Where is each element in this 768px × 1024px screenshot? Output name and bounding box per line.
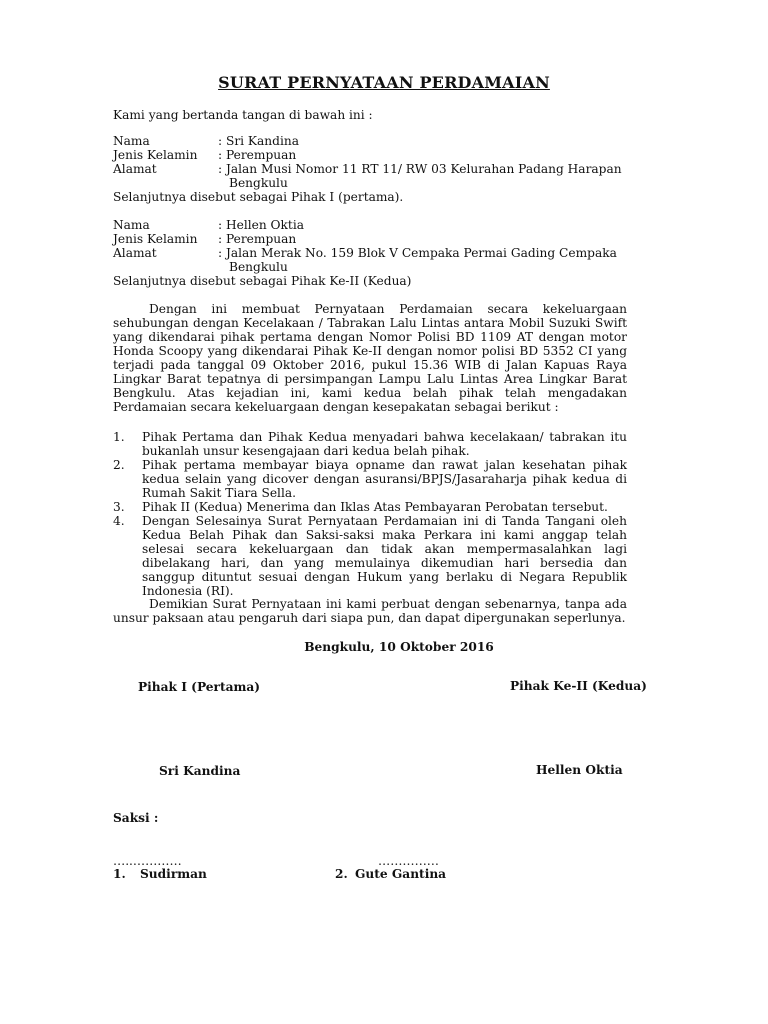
field-label: Nama (113, 134, 150, 148)
signatory-2-name: Hellen Oktia (536, 763, 623, 777)
list-text: Pihak II (Kedua) Menerima dan Iklas Atas Pembayaran Perobatan tersebut. (142, 500, 608, 514)
witness-2-number: 2. (335, 867, 348, 881)
list-number: 4. (113, 514, 125, 528)
field-label: Nama (113, 218, 150, 232)
witness-1-name: Sudirman (140, 867, 207, 881)
witness-label: Saksi : (113, 811, 159, 825)
field-value: : Sri Kandina (218, 134, 299, 148)
field-label: Jenis Kelamin (113, 148, 198, 162)
field-value: : Jalan Merak No. 159 Blok V Cempaka Permai Gading Cempaka (218, 246, 617, 260)
body-paragraph: Dengan ini membuat Pernyataan Perdamaian secara kekeluargaan sehubungan dengan Kecelakaan / Tabrakan Lalu Lintas antara Mobil Suzuki Swift yang dikendarai pihak pertama dengan Nomor Polisi BD 1109 AT dengan motor Honda Scoopy yang dikendarai Pihak Ke-II dengan nomor polisi BD 5352 CI yang terjadi pada tanggal 09 Oktober 2016, pukul 15.36 WIB di Jalan Kapuas Raya Lingkar Barat tepatnya di persimpangan Lampu Lalu Lintas Area Lingkar Barat Bengkulu. Atas kejadian ini, kami kedua belah pihak telah mengadakan Perdamaian secara kekeluargaan dengan kesepakatan sebagai berikut : (113, 302, 627, 414)
witness-1-signature-line: …..………… (113, 854, 182, 868)
intro-text: Kami yang bertanda tangan di bawah ini : (113, 108, 373, 122)
document-title: SURAT PERNYATAAN PERDAMAIAN (218, 73, 550, 92)
field-label: Alamat (113, 162, 157, 176)
field-label: Alamat (113, 246, 157, 260)
field-value: : Perempuan (218, 148, 297, 162)
agreement-points (113, 430, 627, 598)
field-value: : Jalan Musi Nomor 11 RT 11/ RW 03 Kelurahan Padang Harapan (218, 162, 622, 176)
field-label: Jenis Kelamin (113, 232, 198, 246)
list-item (113, 514, 627, 598)
list-number: 3. (113, 500, 125, 514)
witness-1-number: 1. (113, 867, 126, 881)
witness-2-signature-line: …………… (378, 854, 439, 868)
list-item (113, 500, 627, 514)
signatory-2-role: Pihak Ke-II (Kedua) (510, 679, 647, 693)
field-value: Bengkulu (229, 260, 288, 274)
witness-2-name: Gute Gantina (355, 867, 447, 881)
field-value: : Perempuan (218, 232, 297, 246)
place-date: Bengkulu, 10 Oktober 2016 (304, 640, 494, 654)
list-number: 1. (113, 430, 125, 444)
party2-designation: Selanjutnya disebut sebagai Pihak Ke-II (Kedua) (113, 274, 412, 288)
field-value: : Hellen Oktia (218, 218, 304, 232)
list-text: Pihak Pertama dan Pihak Kedua menyadari bahwa kecelakaan/ tabrakan itu bukanlah unsur kesengajaan dari kedua belah pihak. (142, 430, 627, 458)
signatory-1-name: Sri Kandina (159, 764, 241, 778)
field-value: Bengkulu (229, 176, 288, 190)
closing-paragraph: Demikian Surat Pernyataan ini kami perbuat dengan sebenarnya, tanpa ada unsur paksaan atau pengaruh dari siapa pun, dan dapat dipergunakan seperlunya. (113, 597, 627, 625)
list-number: 2. (113, 458, 125, 472)
signatory-1-role: Pihak I (Pertama) (138, 680, 261, 694)
list-text: Dengan Selesainya Surat Pernyataan Perdamaian ini di Tanda Tangani oleh Kedua Belah Pihak dan Saksi-saksi maka Perkara ini kami anggap telah selesai secara kekeluargaan dan tidak akan mempermasalahkan lagi dibelakang hari, dan yang memulainya dikemudian hari bersedia dan sanggup dituntut sesuai dengan Hukum yang berlaku di Negara Republik Indonesia (RI). (142, 514, 627, 598)
party1-designation: Selanjutnya disebut sebagai Pihak I (pertama). (113, 190, 404, 204)
list-text: Pihak pertama membayar biaya opname dan rawat jalan kesehatan pihak kedua selain yang dicover dengan asuransi/BPJS/Jasaraharja pihak kedua di Rumah Sakit Tiara Sella. (142, 458, 627, 500)
list-item (113, 458, 627, 500)
list-item (113, 430, 627, 458)
